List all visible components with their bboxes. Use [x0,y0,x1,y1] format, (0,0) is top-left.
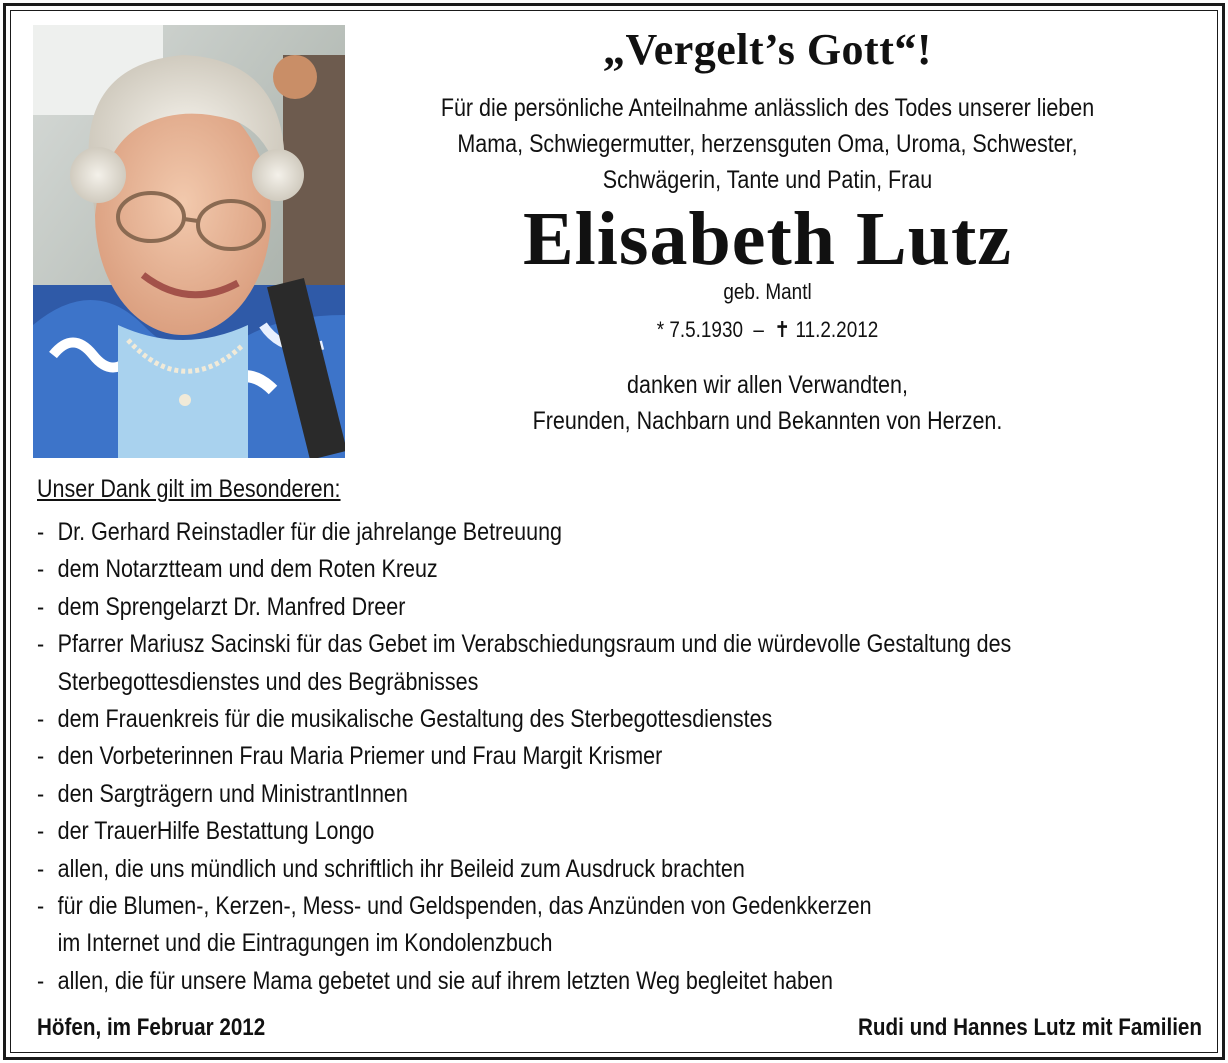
list-item [37,589,1146,626]
life-dates [404,314,1131,347]
thanks-line: Freunden, Nachbarn und Bekannten von Herzen. [532,407,1003,435]
thanks-text [404,367,1131,439]
bullet-dash: - [37,742,45,771]
bullet-dash: - [37,518,45,546]
list-item-text: allen, die uns mündlich und schriftlich ihr Beileid zum Ausdruck brachten [57,854,745,883]
intro-line: Für die persönliche Anteilnahme anlässlich des Todes unserer lieben [440,94,1095,122]
list-item-text: Pfarrer Mariusz Sacinski für das Gebet im Verabschiedungsraum und die würdevolle Gestaltung des [57,630,1012,659]
bullet-dash: - [37,705,45,734]
bullet-dash: - [37,966,45,995]
list-item [37,776,1146,813]
list-item-text: den Sargträgern und MinistrantInnen [57,779,408,808]
intro-line: Mama, Schwiegermutter, herzensguten Oma, Uroma, Schwester, [457,130,1078,158]
list-item [37,551,1146,588]
footer-place-date: Höfen, im Februar 2012 [37,1014,266,1041]
death-date: 11.2.2012 [795,317,879,342]
list-item-text: im Internet und die Eintragungen im Kondolenzbuch [57,929,553,958]
bullet-dash: - [37,630,45,659]
list-title: Unser Dank gilt im Besonderen: [37,475,341,503]
bullet-dash: - [37,892,45,921]
bullet-dash: - [37,555,45,584]
intro-text [404,90,1131,198]
birth-date: 7.5.1930 [669,317,743,342]
list-item-text: allen, die für unsere Mama gebetet und sie auf ihrem letzten Weg begleitet haben [57,966,833,995]
list-item [37,738,1146,775]
header-block [345,22,1190,439]
list-item-text: dem Notarztteam und dem Roten Kreuz [57,555,438,584]
list-item-text: für die Blumen-, Kerzen-, Mess- und Geldspenden, das Anzünden von Gedenkkerzen [57,892,872,921]
bullet-dash: - [37,817,45,846]
portrait-photo [33,25,345,458]
heading: „Vergelt’s Gott“! [602,25,933,74]
maiden-name: geb. Mantl [723,279,812,304]
list-item-text: den Vorbeterinnen Frau Maria Priemer und Frau Margit Krismer [57,742,663,771]
list-item-text: Dr. Gerhard Reinstadler für die jahrelange Betreuung [57,518,562,546]
birth-symbol: * [656,317,665,342]
list-item-text: Sterbegottesdienstes und des Begräbnisses [57,667,479,696]
acknowledgement-list [37,514,1146,1000]
list-item [37,851,1146,888]
list-item [37,514,1146,551]
bullet-dash: - [37,854,45,883]
list-item [37,813,1146,850]
date-separator: – [753,317,764,342]
list-item-text: dem Sprengelarzt Dr. Manfred Dreer [57,592,406,621]
intro-line: Schwägerin, Tante und Patin, Frau [602,166,933,194]
list-item-text: dem Frauenkreis für die musikalische Gestaltung des Sterbegottesdienstes [57,705,773,734]
list-item [37,888,1146,963]
list-item [37,963,1146,1000]
bullet-dash: - [37,779,45,808]
thanks-line: danken wir allen Verwandten, [627,371,908,399]
death-cross-icon: ✝ [774,318,791,343]
list-item [37,701,1146,738]
list-item-text: der TrauerHilfe Bestattung Longo [57,817,375,846]
list-item [37,626,1146,701]
footer-signature: Rudi und Hannes Lutz mit Familien [857,1014,1202,1041]
deceased-name: Elisabeth Lutz [522,197,1013,281]
bullet-dash: - [37,592,45,621]
